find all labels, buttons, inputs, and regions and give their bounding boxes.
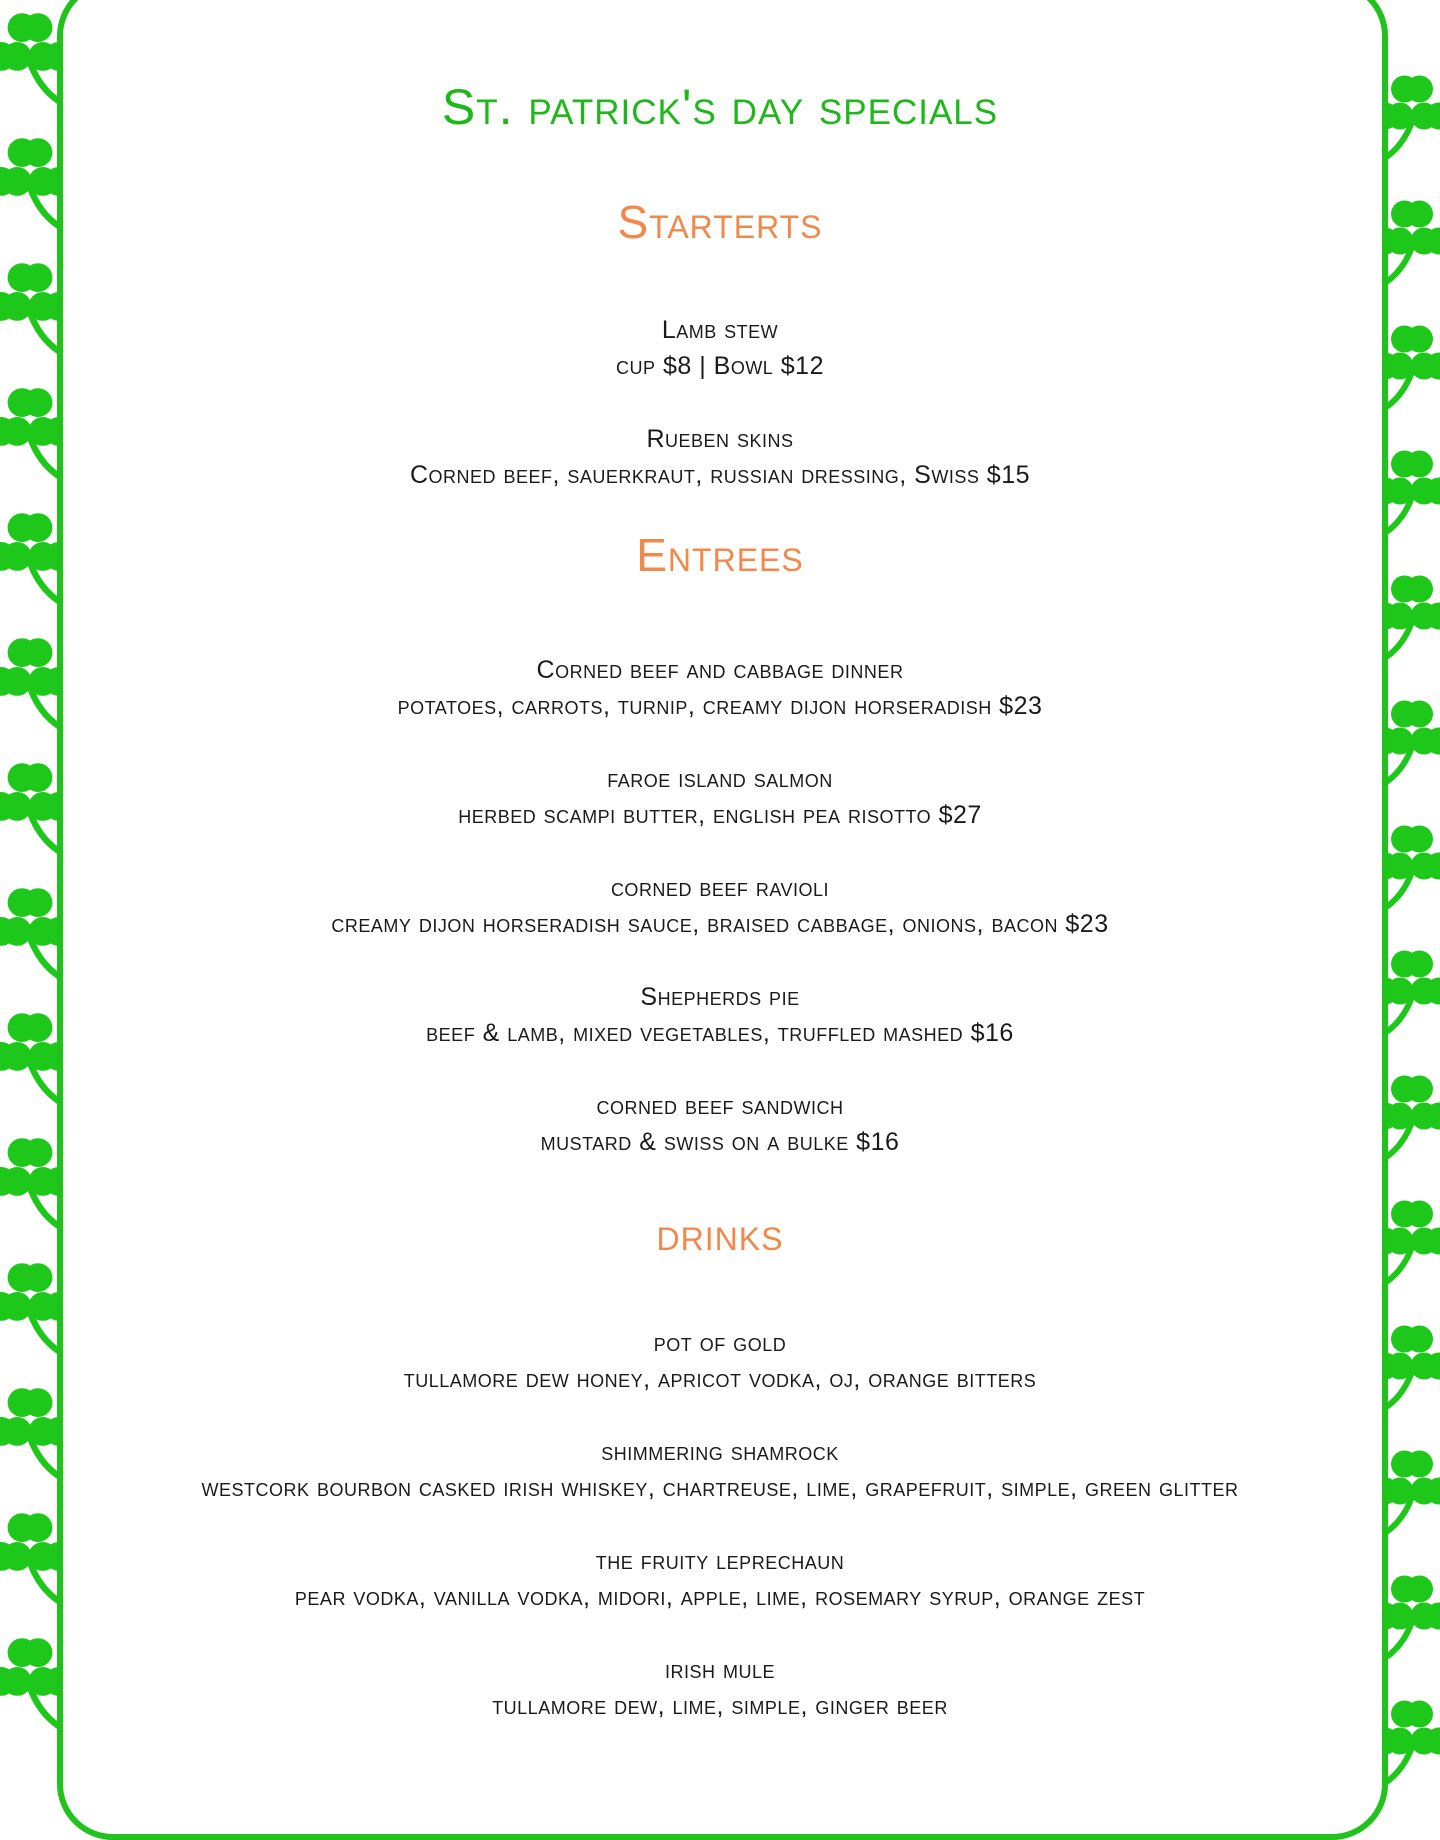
menu-item bbox=[0, 1434, 1440, 1506]
menu-item bbox=[0, 761, 1440, 833]
menu-item bbox=[0, 421, 1440, 493]
menu-item bbox=[0, 979, 1440, 1051]
item-name: Rueben skins bbox=[0, 421, 1440, 457]
menu-item bbox=[0, 652, 1440, 724]
item-name: Corned beef and cabbage dinner bbox=[0, 652, 1440, 688]
menu-item bbox=[0, 1088, 1440, 1160]
item-name: Lamb stew bbox=[0, 312, 1440, 348]
item-name: irish mule bbox=[0, 1652, 1440, 1688]
menu-item bbox=[0, 1325, 1440, 1397]
item-description: tullamore dew, lime, simple, ginger beer bbox=[0, 1688, 1440, 1724]
menu-item bbox=[0, 870, 1440, 942]
item-description: cup $8 | Bowl $12 bbox=[0, 348, 1440, 384]
page-title: St. patrick's day specials bbox=[0, 78, 1440, 136]
drinks-heading: drinks bbox=[0, 1207, 1440, 1261]
item-description: mustard & swiss on a bulke $16 bbox=[0, 1124, 1440, 1160]
item-description: tullamore dew honey, apricot vodka, oj, orange bitters bbox=[0, 1361, 1440, 1397]
item-description: Corned beef, sauerkraut, russian dressing, Swiss $15 bbox=[0, 457, 1440, 493]
item-name: corned beef sandwich bbox=[0, 1088, 1440, 1124]
item-name: the fruity leprechaun bbox=[0, 1543, 1440, 1579]
item-name: shimmering shamrock bbox=[0, 1434, 1440, 1470]
item-name: corned beef ravioli bbox=[0, 870, 1440, 906]
menu-item bbox=[0, 312, 1440, 384]
item-description: pear vodka, vanilla vodka, midori, apple, lime, rosemary syrup, orange zest bbox=[0, 1579, 1440, 1615]
item-description: beef & lamb, mixed vegetables, truffled mashed $16 bbox=[0, 1015, 1440, 1051]
item-description: herbed scampi butter, english pea risotto $27 bbox=[0, 797, 1440, 833]
entrees-heading: Entrees bbox=[0, 528, 1440, 582]
starters-heading: Starterts bbox=[0, 195, 1440, 249]
item-description: westcork bourbon casked irish whiskey, chartreuse, lime, grapefruit, simple, green glitter bbox=[0, 1470, 1440, 1506]
menu-item bbox=[0, 1652, 1440, 1724]
item-name: Shepherds pie bbox=[0, 979, 1440, 1015]
menu-item bbox=[0, 1543, 1440, 1615]
item-description: creamy dijon horseradish sauce, braised cabbage, onions, bacon $23 bbox=[0, 906, 1440, 942]
item-name: faroe island salmon bbox=[0, 761, 1440, 797]
item-name: pot of gold bbox=[0, 1325, 1440, 1361]
item-description: potatoes, carrots, turnip, creamy dijon horseradish $23 bbox=[0, 688, 1440, 724]
